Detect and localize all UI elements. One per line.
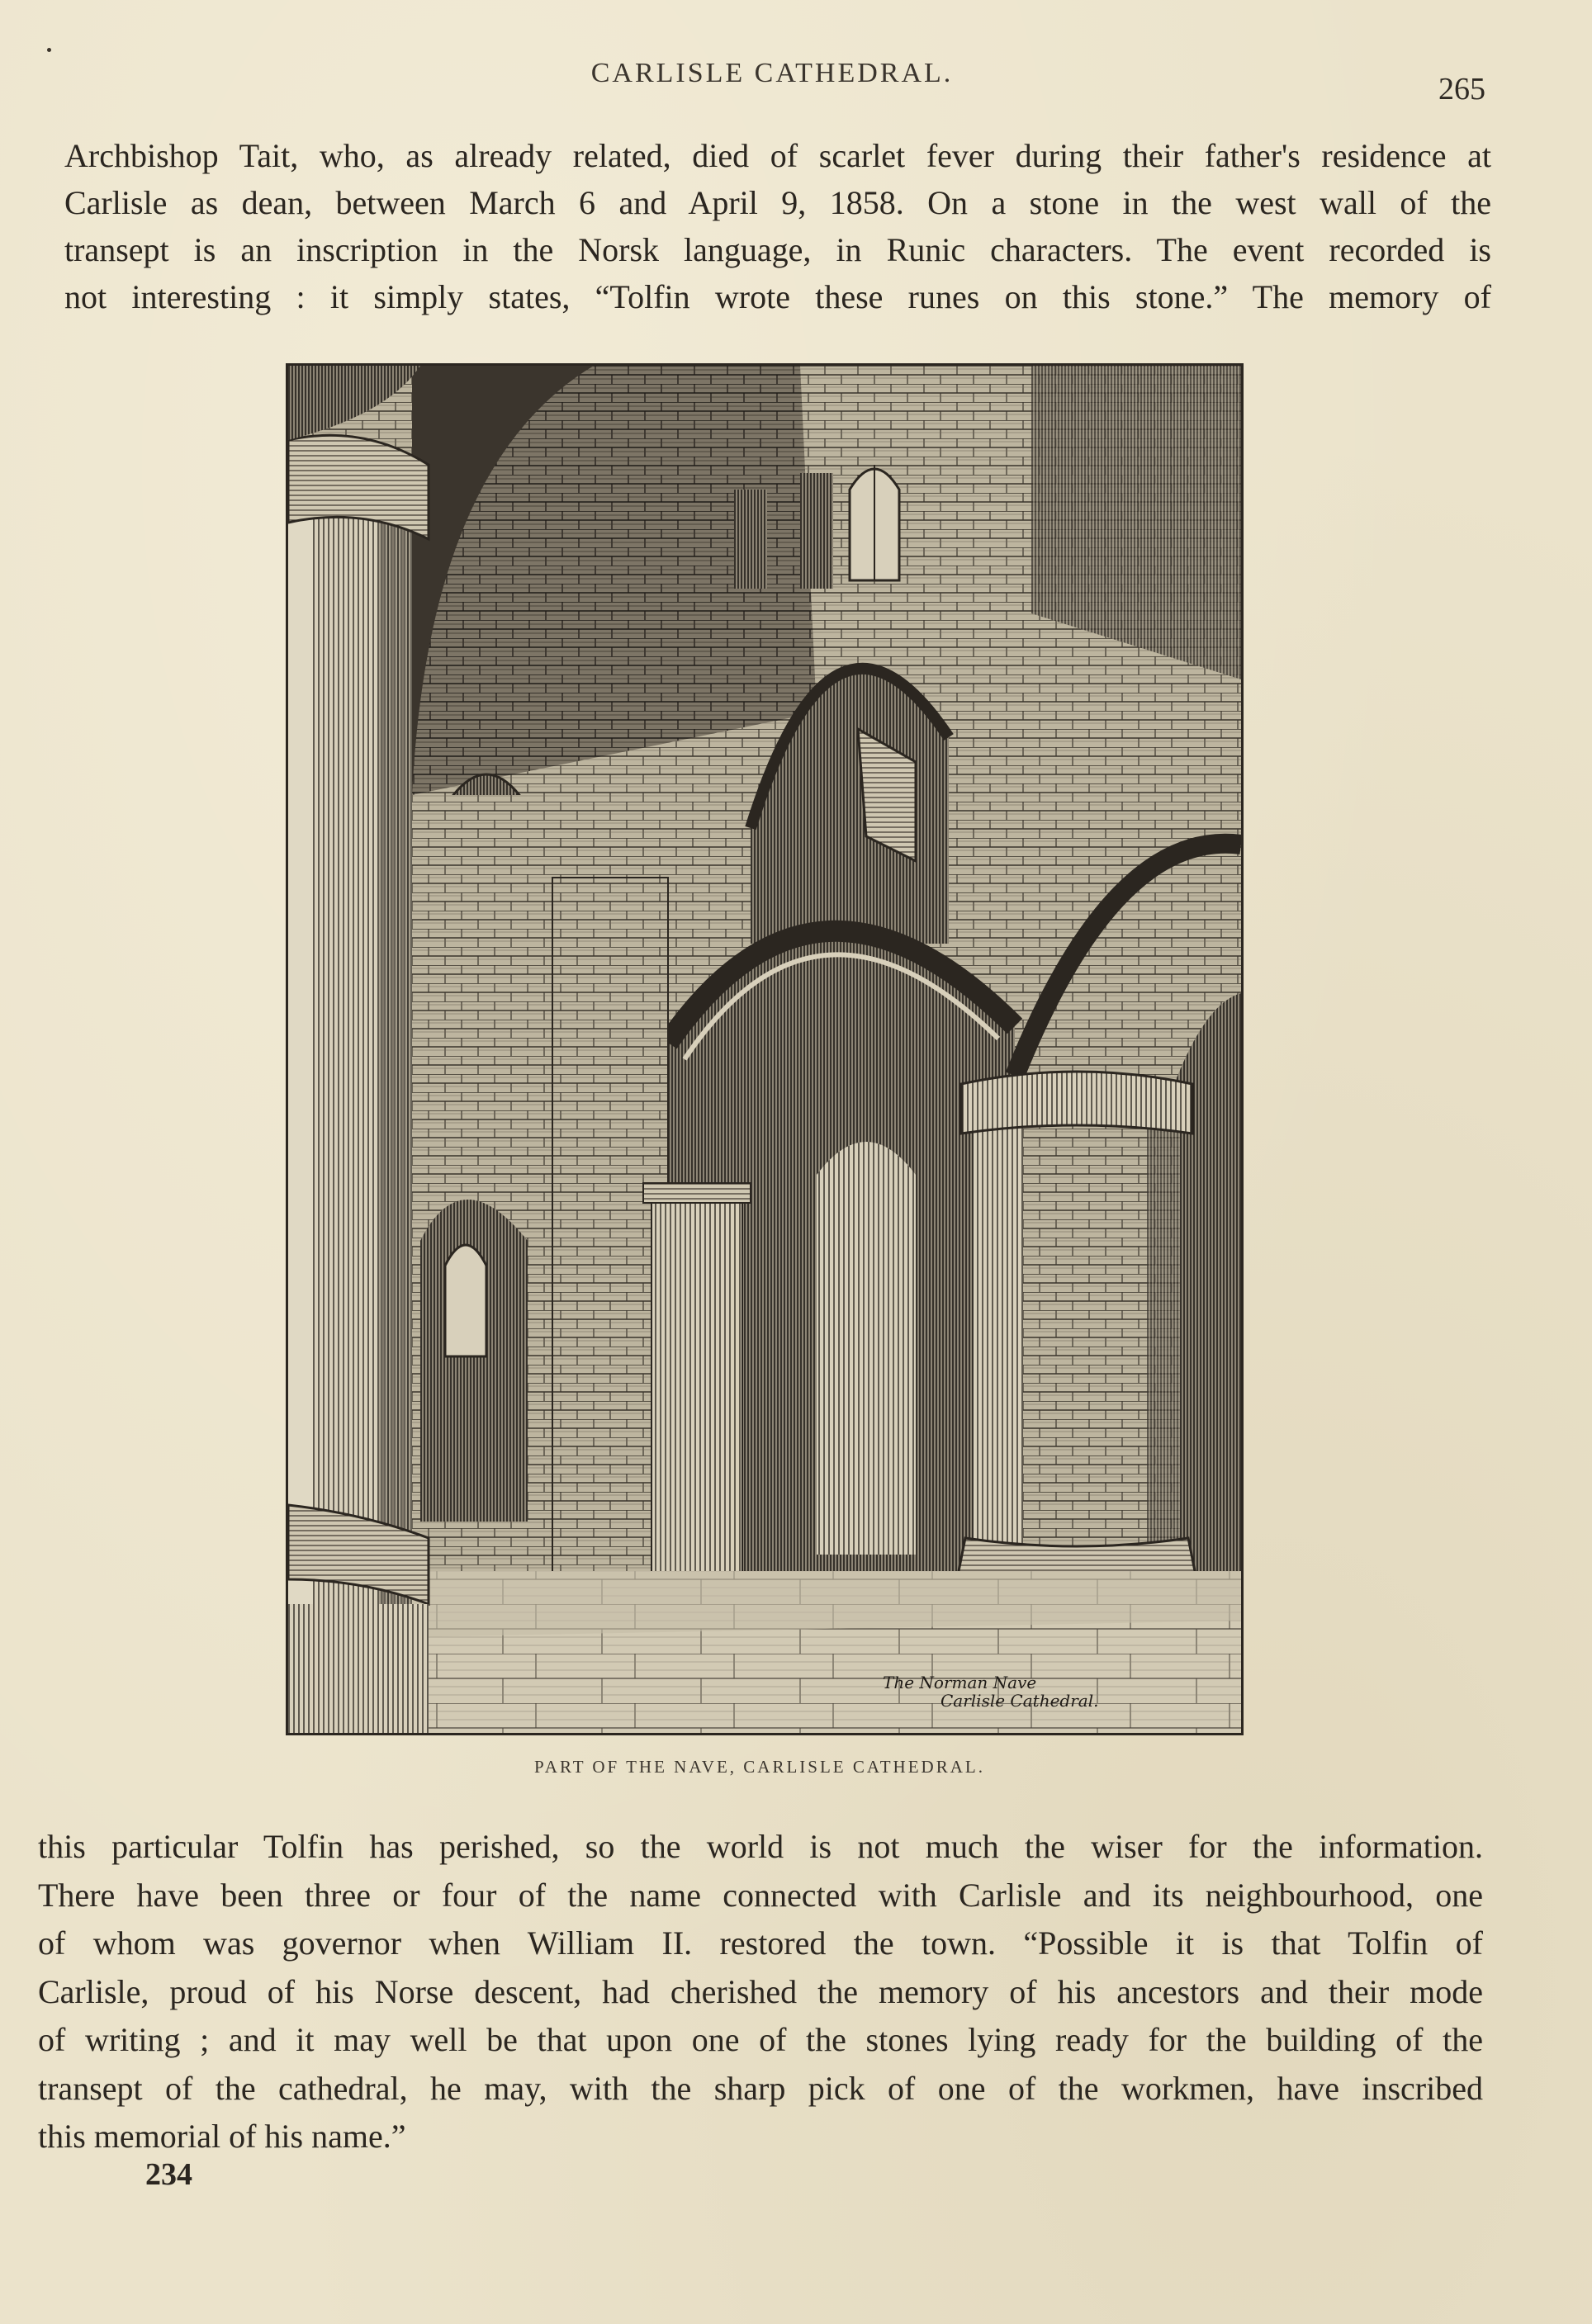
text-line: transept is an inscription in the Norsk language, in Runic characters. The event recorded is: [64, 231, 1491, 268]
folio-number: 234: [145, 2157, 192, 2192]
page-number: 265: [1438, 72, 1485, 106]
text-line: There have been three or four of the name connected with Carlisle and its neighbourhood, one: [38, 1876, 1483, 1914]
text-line: Archbishop Tait, who, as already related, died of scarlet fever during their father's residence at: [64, 137, 1491, 174]
nave-engraving-illustration: [288, 366, 1241, 1733]
text-line: Carlisle, proud of his Norse descent, had cherished the memory of his ancestors and their mode: [38, 1972, 1483, 2010]
nave-engraving: [286, 363, 1244, 1735]
text-line: of writing ; and it may well be that upon one of the stones lying ready for the building of the: [38, 2021, 1483, 2058]
signature-line: The Norman Nave: [883, 1673, 1037, 1692]
text-line: of whom was governor when William II. restored the town. “Possible it is that Tolfin of: [38, 1924, 1483, 1962]
text-line: transept of the cathedral, he may, with the sharp pick of one of the workmen, have inscribed: [38, 2069, 1483, 2107]
text-line: Carlisle as dean, between March 6 and April 9, 1858. On a stone in the west wall of the: [64, 184, 1491, 221]
ink-speck: [47, 48, 51, 52]
text-line: this memorial of his name.”: [38, 2118, 406, 2155]
figure-caption: PART OF THE NAVE, CARLISLE CATHEDRAL.: [534, 1757, 985, 1777]
top-paragraph: [64, 132, 1491, 320]
signature-line: Carlisle Cathedral.: [941, 1691, 1099, 1711]
bottom-paragraph: [38, 1823, 1483, 2161]
text-line: not interesting : it simply states, “Tolfin wrote these runes on this stone.” The memory of: [64, 278, 1491, 315]
running-title: CARLISLE CATHEDRAL.: [590, 58, 954, 88]
artist-signature: [883, 1673, 1098, 1710]
text-line: this particular Tolfin has perished, so the world is not much the wiser for the information.: [38, 1828, 1483, 1865]
